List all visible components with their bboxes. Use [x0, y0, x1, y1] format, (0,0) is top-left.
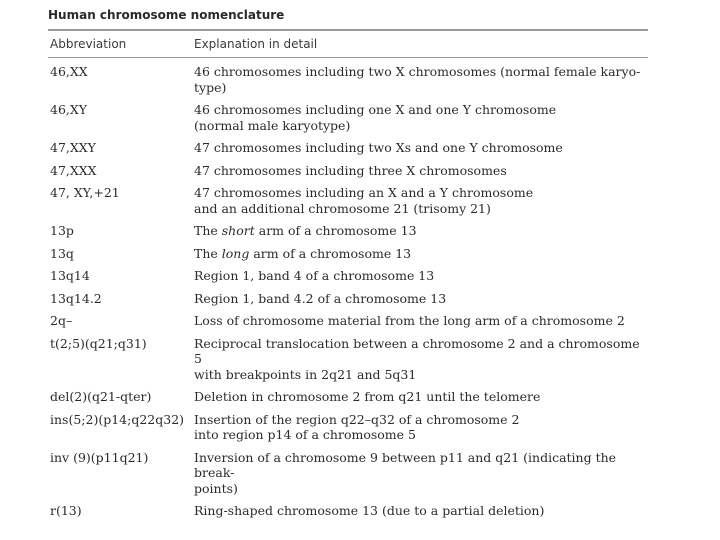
- explanation-emphasis: long: [221, 245, 250, 261]
- row-abbreviation: 13q14: [50, 268, 90, 283]
- table-row: [48, 313, 648, 329]
- row-explanation: [194, 223, 648, 239]
- explanation-prefix: The: [194, 245, 222, 261]
- table-row: [48, 64, 648, 95]
- explanation-emphasis: short: [221, 223, 255, 238]
- explanation-line: into region p14 of a chromosome 5: [194, 427, 416, 442]
- row-explanation: [194, 450, 648, 497]
- explanation-suffix: arm of a chromosome 13: [254, 223, 417, 238]
- row-abbreviation: del(2)(q21-qter): [50, 389, 152, 404]
- header-explanation: Explanation in detail: [194, 37, 318, 51]
- row-explanation: [194, 268, 648, 284]
- explanation-suffix: arm of a chromosome 13: [249, 245, 412, 261]
- explanation-line: Insertion of the region q22–q32 of a chromosome 2: [194, 411, 520, 427]
- table-row: [48, 246, 648, 262]
- row-explanation: [194, 163, 648, 179]
- header-rule: [48, 57, 648, 58]
- explanation-line: Deletion in chromosome 2 from q21 until the telomere: [194, 389, 541, 404]
- explanation-line: points): [194, 480, 238, 496]
- row-abbreviation: 46,XX: [50, 64, 88, 79]
- row-explanation: [194, 185, 648, 216]
- explanation-prefix: The: [194, 223, 222, 238]
- row-explanation: [194, 64, 648, 95]
- row-abbreviation: t(2;5)(q21;q31): [50, 335, 147, 351]
- table-row: [48, 163, 648, 179]
- table-row: [48, 102, 648, 133]
- explanation-line: 46 chromosomes including two X chromosomes (normal female karyo-: [194, 64, 641, 79]
- table-row: [48, 185, 648, 216]
- table-title: Human chromosome nomenclature: [48, 8, 285, 22]
- table-row: [48, 223, 648, 239]
- row-abbreviation: 47, XY,+21: [50, 185, 120, 200]
- row-abbreviation: 46,XY: [50, 102, 88, 117]
- explanation-line: Region 1, band 4 of a chromosome 13: [194, 268, 435, 283]
- explanation-line: (normal male karyotype): [194, 117, 351, 133]
- row-explanation: [194, 313, 648, 329]
- row-abbreviation: 13q: [50, 245, 74, 261]
- row-explanation: [194, 389, 648, 405]
- table-row: [48, 336, 648, 383]
- explanation-line: Ring-shaped chromosome 13 (due to a partial deletion): [194, 503, 545, 518]
- row-abbreviation: ins(5;2)(p14;q22q32): [50, 411, 185, 427]
- row-explanation: [194, 140, 648, 156]
- explanation-line: Region 1, band 4.2 of a chromosome 13: [194, 290, 447, 306]
- explanation-line: 47 chromosomes including three X chromosomes: [194, 162, 507, 178]
- explanation-line: Loss of chromosome material from the long arm of a chromosome 2: [194, 313, 625, 328]
- table-row: [48, 268, 648, 284]
- explanation-line: 47 chromosomes including an X and a Y chromosome: [194, 185, 534, 200]
- row-abbreviation: 2q–: [50, 313, 73, 328]
- row-explanation: [194, 102, 648, 133]
- row-explanation: [194, 412, 648, 443]
- row-abbreviation: 47,XXX: [50, 162, 97, 178]
- table-row: [48, 140, 648, 156]
- explanation-line: type): [194, 79, 227, 95]
- table-row: [48, 450, 648, 497]
- explanation-line: with breakpoints in 2q21 and 5q31: [194, 366, 417, 382]
- nomenclature-table: [48, 6, 648, 526]
- table-row: [48, 291, 648, 307]
- table-row: [48, 503, 648, 519]
- table-body: [48, 64, 648, 519]
- row-explanation: [194, 246, 648, 262]
- explanation-line: and an additional chromosome 21 (trisomy 21): [194, 200, 491, 216]
- explanation-line: 47 chromosomes including two Xs and one Y chromosome: [194, 140, 563, 155]
- row-abbreviation: 13q14.2: [50, 290, 102, 306]
- explanation-line: Reciprocal translocation between a chromosome 2 and a chromosome 5: [194, 335, 640, 366]
- row-explanation: [194, 291, 648, 307]
- row-explanation: [194, 503, 648, 519]
- row-abbreviation: inv (9)(p11q21): [50, 449, 149, 465]
- table-header-row: [48, 31, 648, 57]
- table-row: [48, 389, 648, 405]
- row-abbreviation: r(13): [50, 503, 82, 518]
- explanation-line: 46 chromosomes including one X and one Y chromosome: [194, 102, 557, 117]
- row-abbreviation: 47,XXY: [50, 140, 96, 155]
- row-abbreviation: 13p: [50, 223, 74, 238]
- table-row: [48, 412, 648, 443]
- explanation-line: Inversion of a chromosome 9 between p11 and q21 (indicating the break-: [194, 449, 617, 480]
- explanation-line: [194, 246, 648, 262]
- row-explanation: [194, 336, 648, 383]
- header-abbreviation: Abbreviation: [50, 37, 127, 51]
- explanation-line: [194, 223, 648, 239]
